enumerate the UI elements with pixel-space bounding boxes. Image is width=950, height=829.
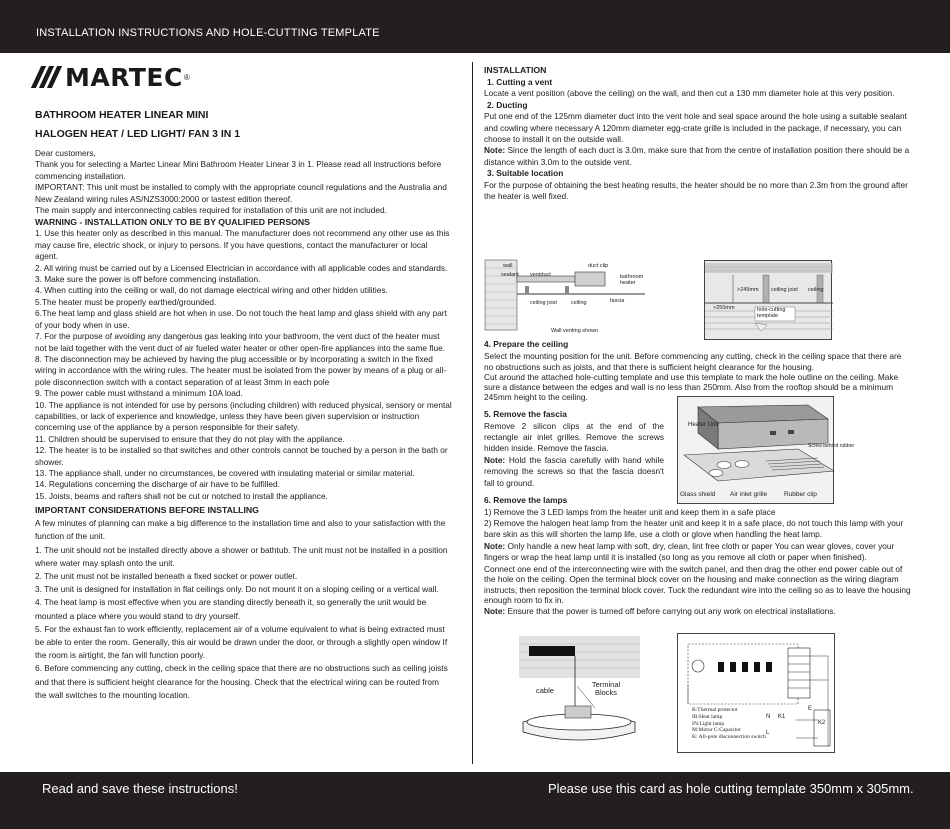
wire-label-l: L [766,730,770,736]
wiring-note-text: Ensure that the power is turned off before carrying out any work on electrical installations. [505,606,836,616]
warning-item: 12. The heater is to be installed so that switches and other controls cannot be touched by a person in the bath or shower. [35,445,448,467]
step-6-note-label: Note: [484,540,506,551]
consideration-item: 2. The unit must not be installed beneath a fixed socket or power outlet. [35,571,298,581]
step-3-text: For the purpose of obtaining the best heating results, the heater should be no more than 2.3m from the ground after the heater is well fixed. [484,179,908,202]
ceiling-diagram [704,260,832,340]
greeting: Dear customers, [35,148,96,158]
considerations-section [35,504,452,702]
registered-mark: ® [183,72,190,82]
warning-item: 10. The appliance is not intended for use by persons (including children) with reduced physical, sensory or mental capabilities, or lack of experience and knowledge, unless they have been given supervision or instruction concerning use of the appliance by a person responsible for their safety. [35,399,452,433]
consideration-item: 1. The unit should not be installed directly above a shower or bathtub. The unit must not be installed in a position where water may splash onto the unit. [35,544,448,568]
wire-label-e: E [808,706,813,712]
warning-item: 3. Make sure the power is off before commencing installation. [35,274,261,285]
step-5-note [484,455,664,489]
fig-label-glass-shield: Glass shield [680,491,716,498]
fig-label-fascia: fascia [610,298,625,304]
fig-label-ceiling-2: ceiling [808,287,824,293]
step-1-text: Locate a vent position (above the ceiling) on the wall, and then cut a 130 mm diameter hole at this very position. [484,88,895,99]
considerations-heading: IMPORTANT CONSIDERATIONS BEFORE INSTALLING [35,505,259,516]
step-6-note [484,541,912,564]
fig-label-wall: wall [503,263,513,269]
step-2-title: 2. Ducting [487,99,528,110]
warning-item: 4. When cutting into the ceiling or wall, do not damage electrical wiring and other hidden utilities. [35,285,388,296]
step-5-title: 5. Remove the fascia [484,409,567,419]
wiring-note-label: Note: [484,606,506,616]
warning-item: 2. All wiring must be carried out by a Licensed Electrician in accordance with all applicable codes and standards. [35,262,448,273]
consideration-item: 3. The unit is designed for installation in flat ceilings only. Do not mount it on a sloping ceiling or a vertical wall. [35,584,439,595]
fig-label-screw: Screw behind rubber [808,443,855,449]
right-column [484,65,912,203]
step-6-text-2: 2) Remove the halogen heat lamp from the heater unit and keep it in a safe place, do not touch this lamp with your bare skin as this will shorten the lamp life, use a cloth or glove when handling the heat lamp. [484,518,904,540]
product-title-1: BATHROOM HEATER LINEAR MINI [35,109,209,121]
wire-label-k1: K1 [778,714,786,720]
fig-label-duct-clip: duct clip [588,263,609,269]
column-divider [472,62,473,764]
fig-caption-vent: Wall venting shown [551,328,599,334]
consideration-item: 4. The heat lamp is most effective when you are standing directly beneath it, so generally the unit would be mounted a place where you would stand to dry yourself. [35,597,427,621]
step-6-block [484,495,912,617]
fascia-diagram-drawing [678,397,835,505]
fig-label-cable: cable [536,686,554,695]
logo-slashes-icon [36,66,57,88]
wire-label-k2: K2 [818,720,826,726]
warning-item: 1. Use this heater only as described in this manual. The manufacturer does not recommend any other use as this may cause fire, electric shock, or injury to persons. If you have questions, contact the manufacturer or local agent. [35,228,450,262]
wiring-legend [692,707,766,741]
warning-item: 13. The appliance shall, under no circumstances, be covered with insulating material or similar material. [35,467,415,478]
wire-label-n: N [766,714,771,720]
wiring-legend-item: K: All-pole disconnection switch [692,734,766,741]
installation-heading: INSTALLATION [484,65,547,75]
step-4-text-2: Cut around the attached hole-cutting template and use this template to mark the hole outline on the ceiling. Make sure a distance between the edges and wall is no less than 250mm. Also from the rooftop should be a minimum 245mm height to the ceiling. [484,372,899,402]
step-2-note-text: Since the length of each duct is 3.0m, make sure that from the centre of installation position there should be a distance within 3.0m to the outside vent. [484,145,910,167]
warning-item: 8. The disconnection may be achieved by having the plug accessible or by incorporating a switch in the fixed wiring in accordance with the wiring rules. The heater must be isolated from the power by means of a plug or all-pole disconnection switch with a contact separation of at least 3mm in each pole [35,353,447,387]
step-4-text-1: Select the mounting position for the unit. Before commencing any cutting, check in the ceiling space that there are no obstructions such as joists, and that there is sufficient height clearance for the housing. [484,350,902,372]
warning-heading: WARNING - INSTALLATION ONLY TO BE BY QUALIFIED PERSONS [35,217,310,228]
fig-label-terminal: Terminal Blocks [591,680,621,697]
warning-item: 7. For the purpose of avoiding any dangerous gas leaking into your bathroom, the vent duct of the heater must not be laid together with the vent duct of air fueled water heater or other open-fire appliances into the same flue. [35,331,446,353]
step-2-note-label: Note: [484,145,506,156]
wiring-note [484,606,912,617]
warning-item: 15. Joists, beams and rafters shall not be cut or notched to install the appliance. [35,490,328,501]
step-5-note-label: Note: [484,454,506,465]
fig-label-ceiling: ceiling [571,300,587,306]
fig-label-joist: ceiling joist [530,300,557,306]
left-column [35,108,452,702]
fig-label-ventduct: ventduct [530,272,551,278]
warning-item: 9. The power cable must withstand a minimum 10A load. [35,388,243,399]
step-5-text: Remove 2 silicon clips at the end of the rectangle air inlet grilles. Remove the screws hidden inside. Remove the fascia. [484,420,664,454]
wiring-legend-item: IR:Heat lamp [692,713,723,720]
step-2-text: Put one end of the 125mm diameter duct into the vent hole and seal space around the hole using a suitable sealant and cowling where necessary A 120mm diameter egg-crate grille is included in the package, if necessary, you can choose to install it on the outside wall. [484,111,907,144]
logo-text: MARTEC [65,62,183,92]
wiring-legend-item: B:Thermal protector [692,707,738,713]
document-title: INSTALLATION INSTRUCTIONS AND HOLE-CUTTING TEMPLATE [36,27,380,39]
cable-diagram [519,636,640,752]
warning-item: 6.The heat lamp and glass shield are hot when in use. Do not touch the heat lamp and glass shield with any part of your body when in use. [35,308,447,330]
considerations-intro: A few minutes of planning can make a big difference to the installation time and also to your satisfaction with the function of the unit. [35,518,446,542]
considerations-list [35,544,452,702]
wiring-text: Connect one end of the interconnecting wire with the switch panel, and then drag the other end power cable out of the hole on the ceiling. Open the terminal block cover on the housing and make connection as the wiring diagram instructs, then reposition the terminal block cover. Tuck the redundant wire into the ceiling so as to leave the housing enough room to fix in. [484,563,911,606]
step-4-title: 4. Prepare the ceiling [484,339,569,349]
step-6-note-text: Only handle a new heat lamp with soft, dry, clean, lint free cloth or paper You can wear gloves, cover your fingers or wrap the heat lamp until it is installed (so long as you remove all cloth or paper when finished). [484,540,895,563]
fig-label-ceiling-joist: ceiling joist [771,287,798,293]
footer-save-note: Read and save these instructions! [42,781,238,796]
step-6-text-1: 1) Remove the 3 LED lamps from the heater unit and keep them in a safe place [484,506,776,517]
warning-list [35,228,452,502]
step-5-note-text: Hold the fascia carefully with hand while removing the screws so that the fascia doesn't fall to ground. [484,454,664,488]
wiring-legend-item: IN:Light lamp [692,720,725,727]
intro-thanks: Thank you for selecting a Martec Linear Mini Bathroom Heater Linear 3 in 1. Please read all instructions before commencing installation. [35,159,442,181]
footer-bar [0,772,950,829]
step-3-title: 3. Suitable location [487,168,564,179]
ceiling-diagram-drawing [705,261,833,341]
wiring-diagram [677,633,835,753]
fig-label-heater-unit: Heater Unit [688,422,719,428]
fig-label-heater: bathroom heater [620,274,644,286]
consideration-item: 5. For the exhaust fan to work efficiently, replacement air of a volume equivalent to what is being extracted must be able to enter the room. Generally, this air would be drawn under the door, or through a slightly open window If the room is airtight, the fan will function poorly. [35,623,448,661]
step-5-block [484,409,664,489]
warning-item: 5.The heater must be properly earthed/grounded. [35,296,217,307]
fig-label-rubber-clip: Rubber clip [784,491,817,498]
intro-important: IMPORTANT: This unit must be installed to comply with the appropriate council regulations and the Australia and New Zealand wiring rules AS/NZS3000:2000 or lastest edition thereof. [35,182,447,204]
brand-logo [36,62,190,92]
vent-diagram [485,260,657,340]
fig-label-sealant: sealant [501,272,519,278]
wiring-legend-item: M:Motor C:Capacitor [692,727,741,734]
warning-item: 11. Children should be supervised to ensure that they do not play with the appliance. [35,433,345,444]
fig-label-air-grille: Air inlet grille [730,491,768,498]
fascia-diagram [677,396,855,504]
product-title-2: HALOGEN HEAT / LED LIGHT/ FAN 3 IN 1 [35,128,241,140]
right-column-continued [484,339,912,403]
step-1-title: 1. Cutting a vent [487,76,553,87]
footer-template-note: Please use this card as hole cutting template 350mm x 305mm. [548,781,914,796]
consideration-item: 6. Before commencing any cutting, check in the ceiling space that there are no obstructions such as ceiling joists and that there is sufficient height clearance for the housing. Check that the electrical wiring can be routed from the wall switches to the mounting location. [35,663,448,700]
warning-item: 14. Regulations concerning the discharge of air have to be fulfilled. [35,479,280,490]
step-6-title: 6. Remove the lamps [484,495,568,505]
fig-label-245mm: >245mm [737,287,759,293]
intro-supply: The main supply and interconnecting cables required for installation of this unit are not included. [35,205,387,216]
step-2-note [484,145,912,168]
fig-label-250mm: >250mm [713,305,735,311]
fig-label-template: hole-cutting template [757,307,786,319]
header-bar [0,0,950,53]
